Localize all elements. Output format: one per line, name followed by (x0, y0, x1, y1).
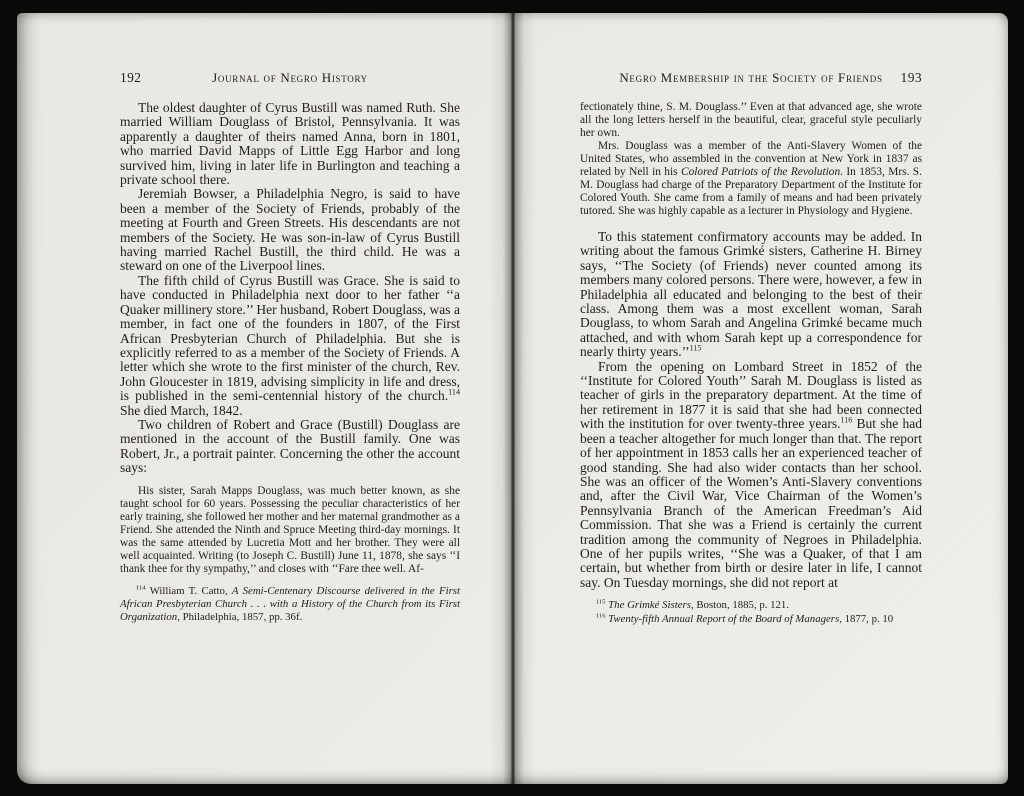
paragraph: Two children of Robert and Grace (Bustill) Douglass are mentioned in the account of the Bustill family. One was Robert, Jr., a portrait painter. Concerning the other the account says: (120, 416, 460, 476)
body-text-left (120, 101, 460, 625)
blockquote (120, 485, 460, 576)
quote-continuation: fectionately thine, S. M. Douglass.’’ Even at that advanced age, she wrote all the long letters herself in the beautiful, clear, graceful style peculiarly her own. (580, 101, 922, 139)
running-title-left: Journal of Negro History (212, 70, 368, 85)
paragraph: Jeremiah Bowser, a Philadelphia Negro, is said to have been a member of the Society of Friends, probably of the meeting at Fourth and Green Streets. His descendants are not members of the Society. He was son-in-law of Cyrus Bustill having married Rachel Bustill, the third child. He was a steward on one of the Liverpool lines. (120, 186, 460, 274)
blockquote-text: His sister, Sarah Mapps Douglass, was much better known, as she taught school for 60 years. Possessing the peculiar characteristics of her early training, she followed her mother and her maternal grandmother as a Friend. She attended the Ninth and Spruce Meeting third-day mornings. It was the same attended by Lucretia Mott and her brother. They were all well acquainted. Writing (to Joseph C. Bustill) June 11, 1878, she says ‘‘I thank thee for thy sympathy,’’ and closes with ‘‘Fare thee well. Af- (120, 484, 460, 575)
running-head-left (120, 69, 460, 87)
footnote-block-right (580, 599, 922, 626)
page-number-left: 192 (120, 70, 142, 85)
book-spread (17, 13, 1008, 784)
page-right-column (580, 69, 922, 626)
quote-paragraph: Mrs. Douglass was a member of the Anti-Slavery Women of the United States, who assembled in the convention at New York in 1837 as related by Nell in his Colored Patriots of the Revolution. In 1853, Mrs. S. M. Douglass had charge of the Preparatory Department of the Institute for Colored Youth. She came from a family of means and had been privately tutored. She was highly capable as a lecturer in Physiology and Hygiene. (580, 140, 922, 217)
footnote: $^{114}$ William T. Catto, A Semi-Centenary Discourse delivered in the First African Presbyterian Church . . . with a History of the Church from its First Organization, Philadelphia, 1857, pp. 36f. (120, 583, 460, 624)
running-title-right: Negro Membership in the Society of Friends (619, 70, 883, 85)
body-text-right (580, 101, 922, 626)
paragraph: To this statement confirmatory accounts may be added. In writing about the famous Grimké sisters, Catherine H. Birney says, ‘‘The Society (of Friends) never counted among its members many colored persons. There were, however, a few in Philadelphia all educated and belonging to the best of their class. Among them was a most excellent woman, Sarah Douglass, to whom Sarah and Angelina Grimké became much attached, and with whom Sarah kept up a correspondence for nearly thirty years.’’$^{115}$ (580, 229, 922, 360)
page-left (17, 13, 512, 784)
running-head-right (580, 69, 922, 87)
page-left-column (120, 69, 460, 625)
paragraph: The fifth child of Cyrus Bustill was Grace. She is said to have conducted in Philadelphia next door to her father ‘‘a Quaker millinery store.’’ Her husband, Robert Douglass, was a member, in fact one of the founders in 1807, of the First African Presbyterian Church of Philadelphia. But she is explicitly referred to as a member of the Society of Friends. A letter which she wrote to the first minister of the church, Rev. John Gloucester in 1819, advising simplicity in life and dress, is published in the semi-centennial history of the church.$^{114}$ She died March, 1842. (120, 272, 460, 418)
page-number-right: 193 (900, 70, 922, 85)
footnote: $^{115}$ The Grimké Sisters, Boston, 1885, p. 121. (596, 598, 790, 612)
footnote: $^{116}$ Twenty-fifth Annual Report of the Board of Managers, 1877, p. 10 (596, 611, 894, 625)
page-right (512, 13, 1008, 784)
paragraph: The oldest daughter of Cyrus Bustill was named Ruth. She married William Douglass of Bristol, Pennsylvania. It was apparently a daughter of theirs named Anna, born in 1801, who married David Mapps of Little Egg Harbor and long survived him, living in later life in Burlington and teaching a private school there. (120, 100, 460, 188)
footnote-block-left (120, 585, 460, 625)
paragraph: From the opening on Lombard Street in 1852 of the ‘‘Institute for Colored Youth’’ Sarah M. Douglass is listed as teacher of girls in the preparatory department. At the time of her retirement in 1877 it is said that she had been connected with the institution for over twenty-three years.$^{116}$ But she had been a teacher altogether for much longer than that. The report of her appointment in 1853 calls her an experienced teacher of good standing. She had also wider contacts than her school. She was an officer of the Women’s Anti-Slavery conventions and, after the Civil War, Vice Chairman of the Women’s Pennsylvania Branch of the American Freedman’s Aid Commission. That she was a Friend is certainly the current tradition among the community of Negroes in Philadelphia. One of her pupils writes, ‘‘She was a Quaker, of that I am certain, but whether from birth or desire later in life, I cannot say. On Tuesday mornings, she did not report at (580, 358, 922, 590)
